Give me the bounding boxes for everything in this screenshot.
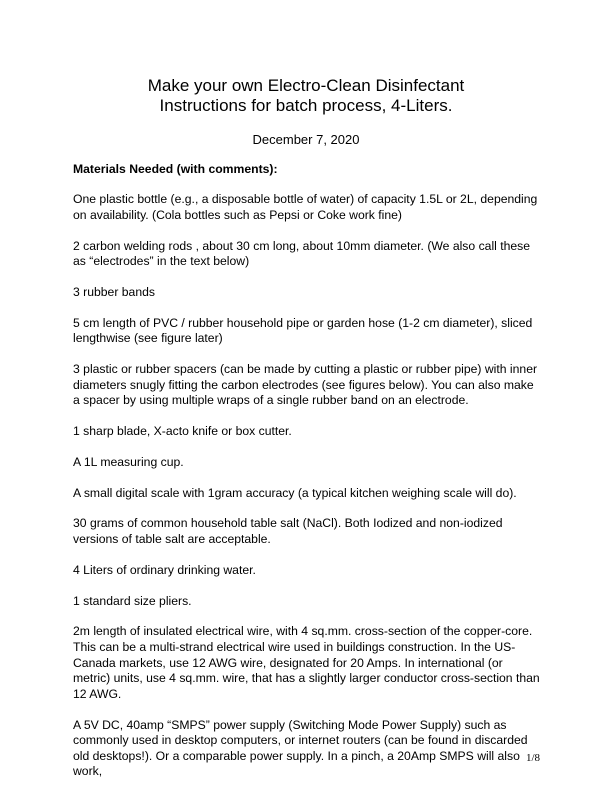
- section-heading: Materials Needed (with comments):: [73, 162, 278, 176]
- paragraph-blade: 1 sharp blade, X-acto knife or box cutter.: [73, 424, 292, 439]
- paragraph-rubber-bands: 3 rubber bands: [73, 284, 155, 299]
- paragraph-plastic-bottle: One plastic bottle (e.g., a disposable bottle of water) of capacity 1.5L or 2L, depending on availability. (Cola bottles such as Pepsi or Coke work fine): [73, 192, 538, 222]
- paragraph-carbon-rods: 2 carbon welding rods , about 30 cm long, about 10mm diameter. (We also call these as “electrodes” in the text below): [73, 238, 531, 269]
- paragraph-measuring-cup: A 1L measuring cup.: [73, 454, 184, 469]
- document-title-line-1: Make your own Electro-Clean Disinfectant: [147, 76, 465, 95]
- document-date: December 7, 2020: [252, 132, 360, 147]
- paragraph-drinking-water: 4 Liters of ordinary drinking water.: [73, 562, 256, 577]
- document-body: [73, 162, 543, 795]
- page-number: 1/8: [525, 752, 540, 764]
- paragraph-digital-scale: A small digital scale with 1gram accuracy (a typical kitchen weighing scale will do).: [73, 485, 517, 500]
- paragraph-power-supply: A 5V DC, 40amp “SMPS” power supply (Switching Mode Power Supply) such as commonly used in desktop computers, or internet routers (can be found in discarded old desktops!). Or a comparable power supply. In a pinch, a 20Amp SMPS will also work,: [73, 717, 528, 779]
- paragraph-pliers: 1 standard size pliers.: [73, 593, 192, 608]
- document-title-line-2: Instructions for batch process, 4-Liters.: [159, 96, 453, 115]
- paragraph-table-salt: 30 grams of common household table salt (NaCl). Both Iodized and non-iodized versions of table salt are acceptable.: [73, 516, 503, 546]
- paragraph-spacers: 3 plastic or rubber spacers (can be made by cutting a plastic or rubber pipe) with inner diameters snugly fitting the carbon electrodes (see figures below). You can also make a spacer by using multiple wraps of a single rubber band on an electrode.: [73, 362, 538, 408]
- paragraph-electrical-wire: 2m length of insulated electrical wire, with 4 sq.mm. cross-section of the copper-core. This can be a multi-strand electrical wire used in buildings construction. In the US-Canada markets, use 12 AWG wire, designated for 20 Amps. In international (or metric) units, use 4 sq.mm. wire, that has a slightly larger conductor cross-section than 12 AWG.: [73, 624, 540, 701]
- paragraph-pvc-pipe: 5 cm length of PVC / rubber household pipe or garden hose (1-2 cm diameter), sliced lengthwise (see figure later): [73, 315, 533, 346]
